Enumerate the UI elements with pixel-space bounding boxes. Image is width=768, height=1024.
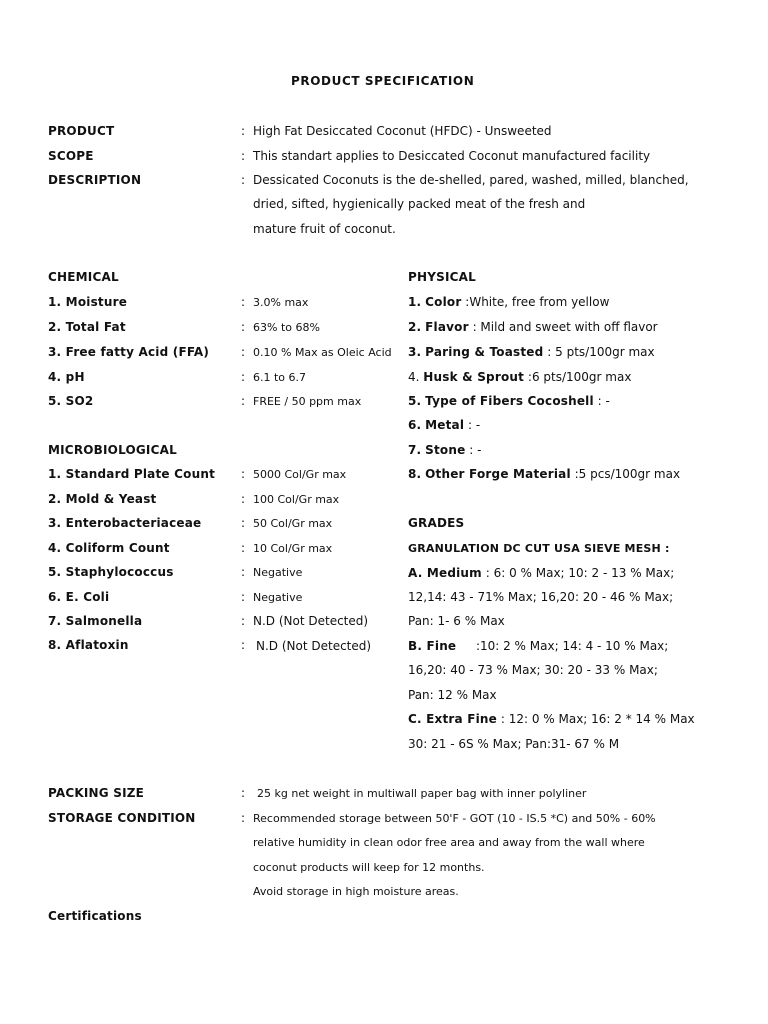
colon: : bbox=[241, 467, 246, 481]
colon: : bbox=[241, 149, 246, 163]
micro-item-value: 10 Col/Gr max bbox=[253, 542, 333, 555]
chemical-item-label: 4. pH bbox=[48, 370, 85, 384]
colon: : bbox=[241, 638, 246, 652]
physical-item-label: Husk & Sprout bbox=[423, 370, 525, 384]
physical-item bbox=[408, 395, 610, 407]
physical-item bbox=[408, 321, 658, 333]
grade-medium-label: A. Medium bbox=[408, 566, 482, 580]
physical-item-label: Type of Fibers Cocoshell bbox=[425, 394, 594, 408]
micro-item-value: N.D (Not Detected) bbox=[256, 639, 372, 653]
physical-item-label: Stone bbox=[425, 443, 466, 457]
micro-item-label: 4. Coliform Count bbox=[48, 541, 170, 555]
colon: : bbox=[241, 124, 246, 138]
grade-fine-line: 16,20: 40 - 73 % Max; 30: 20 - 33 % Max; bbox=[408, 663, 658, 677]
physical-item-value: :White, free from yellow bbox=[465, 295, 610, 309]
packing-label: PACKING SIZE bbox=[48, 786, 145, 800]
physical-item-label: Other Forge Material bbox=[425, 467, 571, 481]
grade-medium-line: : 6: 0 % Max; 10: 2 - 13 % Max; bbox=[485, 566, 675, 580]
grade-extra-fine-label: C. Extra Fine bbox=[408, 712, 498, 726]
colon: : bbox=[241, 516, 246, 530]
colon: : bbox=[241, 370, 246, 384]
micro-item-label: 8. Aflatoxin bbox=[48, 638, 129, 652]
physical-item-value: : - bbox=[468, 418, 481, 432]
storage-line: coconut products will keep for 12 months. bbox=[253, 861, 485, 874]
storage-line: Avoid storage in high moisture areas. bbox=[253, 885, 459, 898]
grade-fine bbox=[408, 640, 668, 652]
chemical-item-label: 1. Moisture bbox=[48, 295, 128, 309]
colon: : bbox=[241, 173, 246, 187]
page-title: PRODUCT SPECIFICATION bbox=[291, 74, 475, 88]
physical-item-num: 1. bbox=[408, 295, 422, 309]
physical-item-num: 6. bbox=[408, 418, 422, 432]
physical-item bbox=[408, 371, 631, 383]
physical-item bbox=[408, 468, 680, 480]
grade-fine-label: B. Fine bbox=[408, 639, 457, 653]
chemical-item-label: 2. Total Fat bbox=[48, 320, 126, 334]
grade-medium bbox=[408, 567, 674, 579]
physical-item-value: : - bbox=[469, 443, 482, 457]
colon: : bbox=[241, 492, 246, 506]
description-label: DESCRIPTION bbox=[48, 173, 142, 187]
microbiological-heading: MICROBIOLOGICAL bbox=[48, 443, 177, 457]
micro-item-label: 6. E. Coli bbox=[48, 590, 110, 604]
chemical-item-label: 5. SO2 bbox=[48, 394, 94, 408]
micro-item-value: Negative bbox=[253, 591, 303, 604]
micro-item-label: 3. Enterobacteriaceae bbox=[48, 516, 202, 530]
micro-item-value: 50 Col/Gr max bbox=[253, 517, 333, 530]
storage-label: STORAGE CONDITION bbox=[48, 811, 196, 825]
colon: : bbox=[241, 786, 246, 800]
micro-item-label: 7. Salmonella bbox=[48, 614, 143, 628]
physical-item-num: 4. bbox=[408, 370, 420, 384]
grade-fine-line: :10: 2 % Max; 14: 4 - 10 % Max; bbox=[475, 639, 669, 653]
physical-item-value: :6 pts/100gr max bbox=[527, 370, 632, 384]
grade-extra-fine bbox=[408, 713, 695, 725]
physical-item bbox=[408, 296, 609, 308]
chemical-heading: CHEMICAL bbox=[48, 270, 119, 284]
grade-extra-fine-line: 30: 21 - 6S % Max; Pan:31- 67 % M bbox=[408, 737, 620, 751]
chemical-item-label: 3. Free fatty Acid (FFA) bbox=[48, 345, 210, 359]
colon: : bbox=[241, 320, 246, 334]
grade-extra-fine-line: : 12: 0 % Max; 16: 2 * 14 % Max bbox=[500, 712, 695, 726]
micro-item-label: 1. Standard Plate Count bbox=[48, 467, 216, 481]
colon: : bbox=[241, 565, 246, 579]
micro-item-label: 2. Mold & Yeast bbox=[48, 492, 157, 506]
chemical-item-value: FREE / 50 ppm max bbox=[253, 395, 362, 408]
physical-item-num: 2. bbox=[408, 320, 422, 334]
grade-fine-line: Pan: 12 % Max bbox=[408, 688, 497, 702]
physical-item-num: 3. bbox=[408, 345, 422, 359]
packing-value: 25 kg net weight in multiwall paper bag with inner polyliner bbox=[257, 787, 587, 800]
colon: : bbox=[241, 590, 246, 604]
certifications-heading: Certifications bbox=[48, 909, 142, 923]
micro-item-value: 100 Col/Gr max bbox=[253, 493, 340, 506]
physical-item-value: : 5 pts/100gr max bbox=[547, 345, 655, 359]
physical-item bbox=[408, 444, 481, 456]
physical-item-label: Flavor bbox=[425, 320, 469, 334]
chemical-item-value: 0.10 % Max as Oleic Acid bbox=[253, 346, 392, 359]
physical-item-label: Metal bbox=[425, 418, 465, 432]
physical-item-label: Paring & Toasted bbox=[425, 345, 544, 359]
colon: : bbox=[241, 345, 246, 359]
colon: : bbox=[241, 614, 246, 628]
physical-item bbox=[408, 346, 655, 358]
physical-item-value: :5 pcs/100gr max bbox=[574, 467, 681, 481]
scope-value: This standart applies to Desiccated Coconut manufactured facility bbox=[253, 149, 651, 163]
micro-item-value: 5000 Col/Gr max bbox=[253, 468, 347, 481]
storage-line: Recommended storage between 50'F - GOT (10 - IS.5 *C) and 50% - 60% bbox=[253, 812, 656, 825]
grade-medium-line: 12,14: 43 - 71% Max; 16,20: 20 - 46 % Max; bbox=[408, 590, 674, 604]
physical-item-num: 8. bbox=[408, 467, 422, 481]
physical-item-value: : - bbox=[597, 394, 610, 408]
physical-item-value: : Mild and sweet with off flavor bbox=[472, 320, 658, 334]
physical-item-num: 7. bbox=[408, 443, 422, 457]
description-line: Dessicated Coconuts is the de-shelled, pared, washed, milled, blanched, bbox=[253, 173, 689, 187]
description-line: dried, sifted, hygienically packed meat of the fresh and bbox=[253, 197, 586, 211]
physical-item bbox=[408, 419, 480, 431]
colon: : bbox=[241, 394, 246, 408]
description-line: mature fruit of coconut. bbox=[253, 222, 396, 236]
storage-line: relative humidity in clean odor free area and away from the wall where bbox=[253, 836, 645, 849]
product-value: High Fat Desiccated Coconut (HFDC) - Unsweeted bbox=[253, 124, 552, 138]
colon: : bbox=[241, 541, 246, 555]
grades-heading: GRADES bbox=[408, 516, 465, 530]
chemical-item-value: 6.1 to 6.7 bbox=[253, 371, 307, 384]
grade-medium-line: Pan: 1- 6 % Max bbox=[408, 614, 505, 628]
colon: : bbox=[241, 295, 246, 309]
micro-item-value: N.D (Not Detected) bbox=[253, 614, 369, 628]
physical-item-label: Color bbox=[425, 295, 462, 309]
colon: : bbox=[241, 811, 246, 825]
physical-heading: PHYSICAL bbox=[408, 270, 476, 284]
scope-label: SCOPE bbox=[48, 149, 94, 163]
physical-item-num: 5. bbox=[408, 394, 422, 408]
chemical-item-value: 63% to 68% bbox=[253, 321, 320, 334]
chemical-item-value: 3.0% max bbox=[253, 296, 309, 309]
micro-item-label: 5. Staphylococcus bbox=[48, 565, 174, 579]
granulation-heading: GRANULATION DC CUT USA SIEVE MESH : bbox=[408, 542, 670, 555]
product-label: PRODUCT bbox=[48, 124, 115, 138]
micro-item-value: Negative bbox=[253, 566, 303, 579]
